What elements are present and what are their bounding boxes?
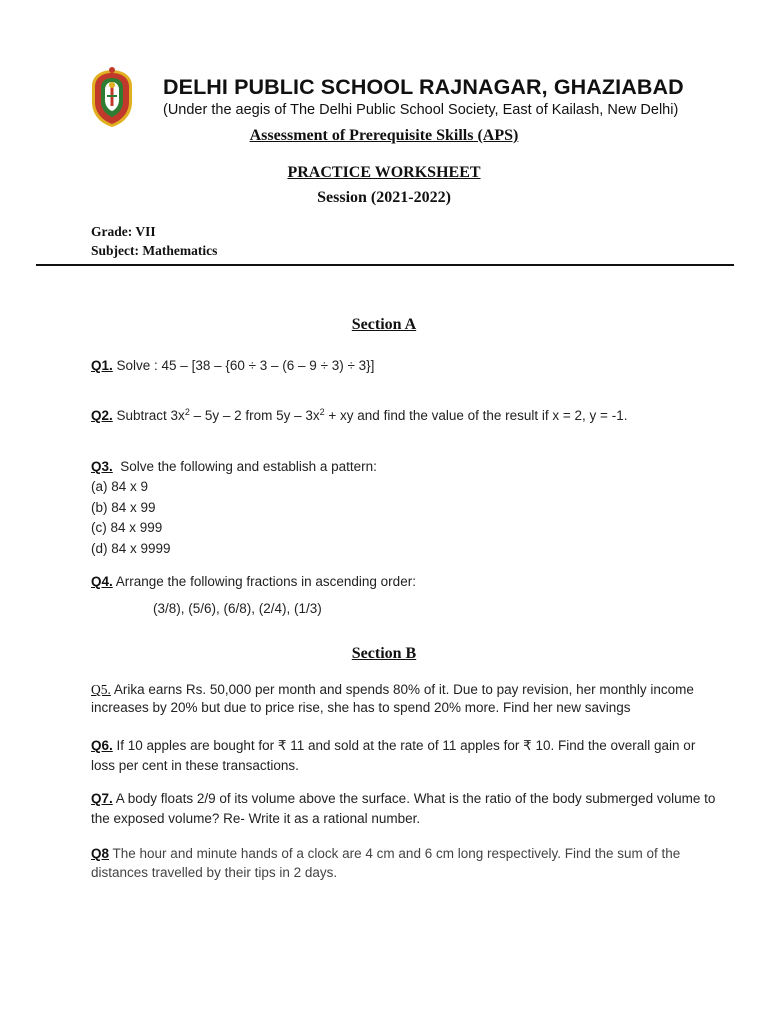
school-name: DELHI PUBLIC SCHOOL RAJNAGAR, GHAZIABAD — [163, 75, 684, 99]
question-text: Subtract 3x — [112, 408, 185, 423]
exponent: 2 — [184, 407, 190, 417]
question-6 — [91, 736, 721, 776]
question-number: Q3. — [91, 459, 113, 474]
question-number: Q4. — [91, 574, 113, 589]
question-text: The hour and minute hands of a clock are 4 cm and 6 cm long respectively. Find the sum of the distances travelled by their tips in 2 days. — [91, 846, 681, 880]
question-number: Q1. — [91, 358, 113, 373]
question-text: Arika earns Rs. 50,000 per month and spends 80% of it. Due to pay revision, her monthly income increases by 20% but due to price rise, she has to spend 20% more. Find her new savings — [91, 682, 694, 715]
question-text: + xy and find the value of the result if x = 2, y = -1. — [324, 408, 628, 423]
subject-label: Subject: Mathematics — [91, 243, 218, 258]
worksheet-title: PRACTICE WORKSHEET — [287, 164, 481, 181]
question-1 — [91, 357, 374, 375]
question-7 — [91, 789, 731, 829]
question-text: – 5y – 2 from 5y – 3x — [189, 408, 320, 423]
school-subtitle: (Under the aegis of The Delhi Public School Society, East of Kailash, New Delhi) — [163, 102, 679, 118]
question-2 — [91, 407, 627, 425]
question-number: Q2. — [91, 408, 113, 423]
q3-part-b: (b) 84 x 99 — [91, 500, 156, 515]
dps-school-crest-icon — [88, 66, 136, 128]
question-text: Solve the following and establish a pattern: — [112, 459, 377, 474]
grade-label: Grade: VII — [91, 224, 156, 239]
question-text: If 10 apples are bought for ₹ 11 and sold at the rate of 11 apples for ₹ 10. Find the overall gain or loss per cent in these transactions. — [91, 738, 696, 773]
q3-part-c: (c) 84 x 999 — [91, 520, 163, 535]
assessment-title: Assessment of Prerequisite Skills (APS) — [249, 127, 519, 144]
question-8 — [91, 844, 731, 882]
question-3 — [91, 458, 377, 476]
header-divider — [36, 264, 734, 266]
q4-fractions: (3/8), (5/6), (6/8), (2/4), (1/3) — [153, 601, 322, 616]
question-4 — [91, 573, 416, 591]
section-b-heading: Section B — [351, 645, 417, 662]
exponent: 2 — [319, 407, 325, 417]
question-text: Solve : 45 – [38 – {60 ÷ 3 – (6 – 9 ÷ 3) ÷ 3}] — [112, 358, 375, 373]
question-number: Q7. — [91, 791, 113, 806]
question-number: Q6. — [91, 738, 113, 753]
q3-part-a: (a) 84 x 9 — [91, 479, 149, 494]
session-label: Session (2021-2022) — [317, 189, 451, 206]
question-text: A body floats 2/9 of its volume above the surface. What is the ratio of the body submerged volume to the exposed volume? Re- Write it as a rational number. — [91, 791, 716, 826]
question-number: Q5. — [91, 682, 111, 697]
section-a-heading: Section A — [351, 316, 417, 333]
question-5 — [91, 681, 721, 717]
question-number: Q8 — [91, 846, 110, 861]
q3-part-d: (d) 84 x 9999 — [91, 541, 171, 556]
question-text: Arrange the following fractions in ascending order: — [112, 574, 416, 589]
